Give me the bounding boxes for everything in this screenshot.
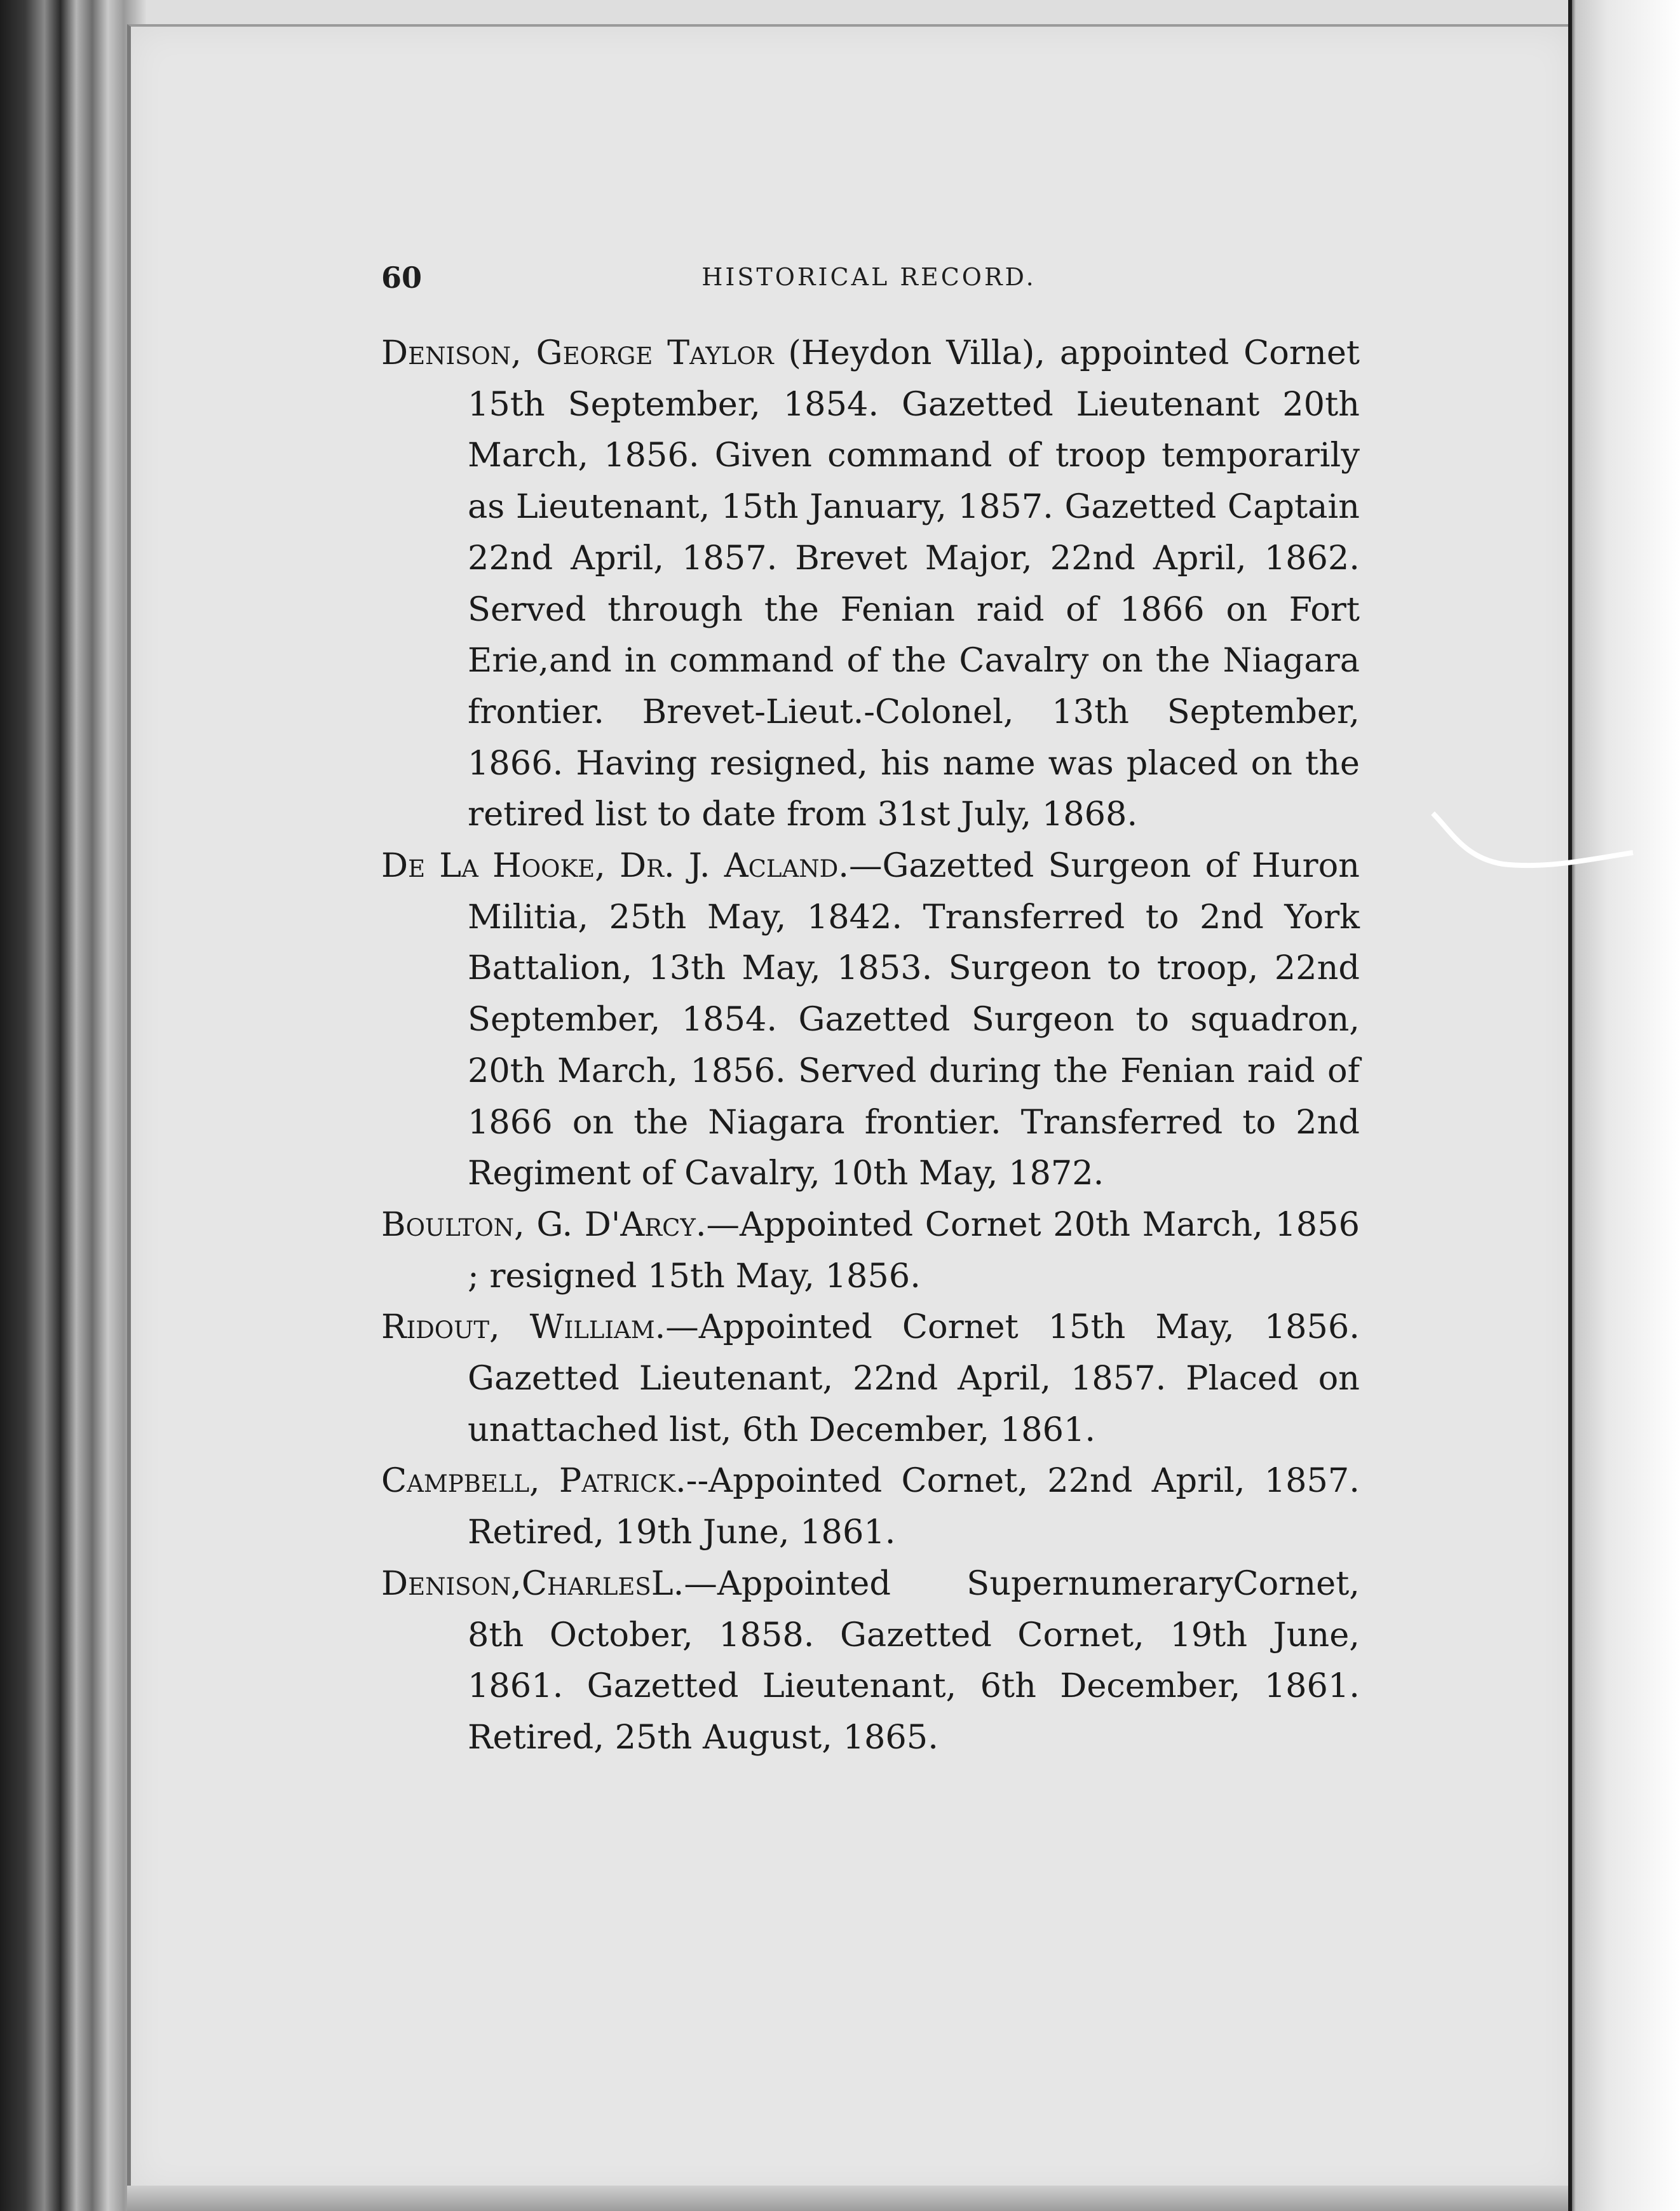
page-number: 60 (381, 260, 423, 295)
paper-fold-mark (1426, 807, 1636, 877)
entry-name: Campbell, Patrick. (381, 1461, 686, 1501)
entry-name: De La Hooke, Dr. J. Acland. (381, 846, 849, 886)
entry-denison-george-taylor (381, 328, 1360, 841)
entry-campbell (381, 1456, 1360, 1558)
entry-name: Boulton, G. D'Arcy. (381, 1205, 707, 1244)
entry-text: —Gazetted Surgeon of Huron Militia, 25th May, 1842. Transferred to 2nd York Battalion, 13th May, 1853. Surgeon to troop, 22nd September, 1854. Gazetted Surgeon to squadron, 20th March, 1856. Served during the Fenian raid of 1866 on the Niagara frontier. Transferred to 2nd Regiment of Cavalry, 10th May, 1872. (468, 846, 1360, 1193)
entry-text: —Appointed Cornet 15th May, 1856. Gazetted Lieutenant, 22nd April, 1857. Placed on unattached list, 6th December, 1861. (468, 1308, 1360, 1449)
entry-boulton (381, 1200, 1360, 1302)
entry-name: Denison, George Taylor (381, 334, 774, 372)
entry-text: —Appointed Cornet 20th March, 1856 ; resigned 15th May, 1856. (468, 1205, 1360, 1295)
entry-text: --Appointed Cornet, 22nd April, 1857. Retired, 19th June, 1861. (468, 1461, 1360, 1552)
entry-ridout (381, 1302, 1360, 1456)
entry-text: —Appointed SupernumeraryCornet, 8th October, 1858. Gazetted Cornet, 19th June, 1861. Gazetted Lieutenant, 6th December, 1861. Retired, 25th August, 1865. (468, 1564, 1360, 1757)
page-gutter-line (1568, 0, 1572, 2211)
running-head: HISTORICAL RECORD. (701, 263, 1036, 291)
entry-text: (Heydon Villa), appointed Cornet 15th September, 1854. Gazetted Lieutenant 20th March, 1856. Given command of troop temporarily as Lieutenant, 15th January, 1857. Gazetted Captain 22nd April, 1857. Brevet Major, 22nd April, 1862. Served through the Fenian raid of 1866 on Fort Erie,and in command of the Cavalry on the Niagara frontier. Brevet-Lieut.-Colonel, 13th September, 1866. Having resigned, his name was placed on the retired list to date from 31st July, 1868. (468, 334, 1360, 834)
entry-de-la-hooke (381, 841, 1360, 1200)
record-entries (381, 328, 1360, 1764)
entry-denison-charles (381, 1559, 1360, 1764)
entry-name: Ridout, William. (381, 1308, 666, 1347)
stacked-page-edges (0, 0, 146, 2211)
facing-page-edge (1569, 0, 1680, 2211)
page-bottom-shadow (127, 2186, 1569, 2211)
entry-name: Denison,CharlesL. (381, 1564, 684, 1603)
page-header (381, 254, 1357, 299)
